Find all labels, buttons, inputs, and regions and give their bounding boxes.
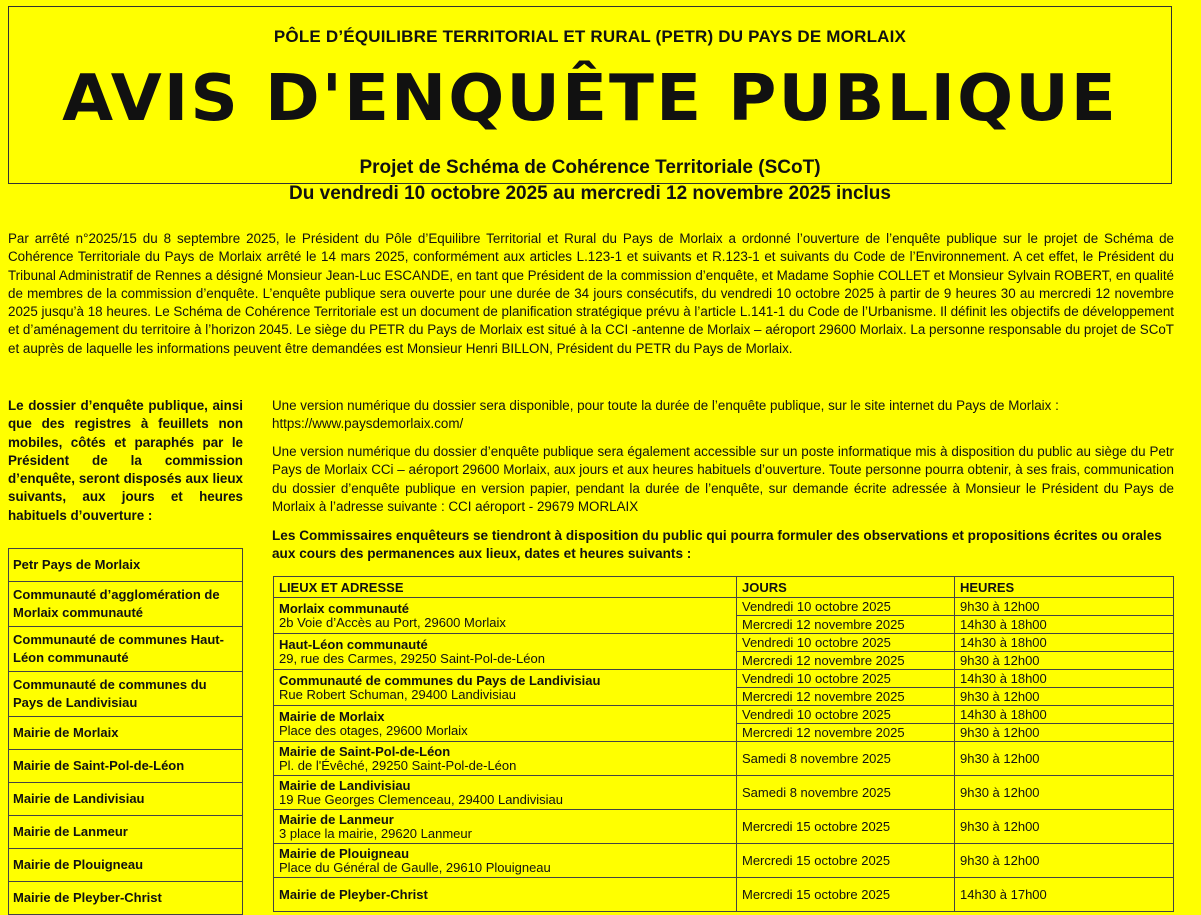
place-row [9,672,243,717]
location-name: Mairie de Plouigneau [279,845,410,861]
day-cell: Mercredi 15 octobre 2025 [737,810,955,844]
permanences-intro: Les Commissaires enquêteurs se tiendront à disposition du public qui pourra formuler des observations et propositions écrites ou orales aux cours des permanences aux lieux, dates et heures suivants : [272,528,1162,562]
place-row [9,717,243,750]
schedule-row [274,810,1174,844]
location-address: 19 Rue Georges Clemenceau, 29400 Landivisiau [279,791,564,807]
schedule-row [274,776,1174,810]
place-name: Communauté de communes Haut-Léon communauté [9,627,243,672]
day-cell: Mercredi 15 octobre 2025 [737,878,955,912]
schedule-row [274,742,1174,776]
digital-version-paragraph: Une version numérique du dossier sera disponible, pour toute la durée de l’enquête publique, sur le site internet du Pays de Morlaix : https://www.paysdemorlaix.com/ [272,398,1059,432]
place-name: Mairie de Lanmeur [9,816,243,849]
location-name: Mairie de Pleyber-Christ [279,886,428,902]
location-cell [274,742,737,776]
hours-cell: 14h30 à 18h00 [955,616,1174,634]
place-row [9,582,243,627]
location-address: Pl. de l'Évêché, 29250 Saint-Pol-de-Léon [279,757,517,773]
day-cell: Mercredi 12 novembre 2025 [737,616,955,634]
place-name: Petr Pays de Morlaix [9,549,243,582]
place-row [9,627,243,672]
location-cell [274,598,737,634]
location-name: Mairie de Morlaix [279,708,385,724]
place-row [9,783,243,816]
notice-title: AVIS D'ENQUÊTE PUBLIQUE [62,62,1118,136]
location-name: Mairie de Lanmeur [279,811,394,827]
location-cell [274,776,737,810]
schedule-row [274,878,1174,912]
location-name: Morlaix communauté [279,600,410,616]
day-cell: Vendredi 10 octobre 2025 [737,634,955,652]
place-row [9,882,243,915]
location-address: 29, rue des Carmes, 29250 Saint-Pol-de-Léon [279,650,545,666]
col-header-places: LIEUX ET ADRESSE [274,577,737,598]
hours-cell: 9h30 à 12h00 [955,742,1174,776]
place-row [9,816,243,849]
date-range-subtitle: Du vendredi 10 octobre 2025 au mercredi 12 novembre 2025 inclus [289,183,891,204]
place-name: Mairie de Landivisiau [9,783,243,816]
location-cell [274,634,737,670]
location-address: 3 place la mairie, 29620 Lanmeur [279,825,472,841]
day-cell: Mercredi 12 novembre 2025 [737,724,955,742]
hours-cell: 9h30 à 12h00 [955,652,1174,670]
hours-cell: 9h30 à 12h00 [955,724,1174,742]
header-box [8,6,1172,204]
day-cell: Mercredi 12 novembre 2025 [737,652,955,670]
place-name: Mairie de Saint-Pol-de-Léon [9,750,243,783]
hours-cell: 9h30 à 12h00 [955,598,1174,616]
places-list [8,548,243,915]
hours-cell: 9h30 à 12h00 [955,810,1174,844]
hours-cell: 14h30 à 18h00 [955,634,1174,652]
project-subtitle: Projet de Schéma de Cohérence Territoriale (SCoT) [359,157,821,178]
day-cell: Mercredi 15 octobre 2025 [737,844,955,878]
hours-cell: 9h30 à 12h00 [955,844,1174,878]
location-cell [274,670,737,706]
hours-cell: 14h30 à 18h00 [955,670,1174,688]
hours-cell: 9h30 à 12h00 [955,688,1174,706]
day-cell: Vendredi 10 octobre 2025 [737,598,955,616]
terminal-access-paragraph: Une version numérique du dossier d’enquête publique sera également accessible sur un poste informatique mis à disposition du public au siège du Petr Pays de Morlaix CCi – aéroport 29600 Morlaix, aux jours et aux heures habituels d’ouverture. Toute personne pourra obtenir, à ses frais, communication du dossier d’enquête publique en version papier, pendant la durée de l’enquête, sur demande écrite adressée à Monsieur le Président du Pays de Morlaix à l’adresse suivante : CCI aéroport - 29679 MORLAIX [272,444,1174,514]
place-name: Mairie de Plouigneau [9,849,243,882]
dossier-location-note: Le dossier d’enquête publique, ainsi que des registres à feuillets non mobiles, côtés et paraphés par le Président de la commission d’enquête, seront disposés aux lieux suivants, aux jours et heures habituels d’ouverture : [8,398,243,523]
day-cell: Mercredi 12 novembre 2025 [737,688,955,706]
place-row [9,849,243,882]
place-name: Communauté d’agglomération de Morlaix communauté [9,582,243,627]
schedule-row [274,670,1174,688]
location-cell [274,878,737,912]
day-cell: Vendredi 10 octobre 2025 [737,670,955,688]
place-name: Mairie de Morlaix [9,717,243,750]
place-row [9,750,243,783]
day-cell: Samedi 8 novembre 2025 [737,742,955,776]
location-address: Place du Général de Gaulle, 29610 Plouigneau [279,859,551,875]
location-name: Mairie de Saint-Pol-de-Léon [279,743,451,759]
schedule-row [274,634,1174,652]
location-cell [274,706,737,742]
schedule-row [274,598,1174,616]
hours-cell: 14h30 à 17h00 [955,878,1174,912]
schedule-row [274,844,1174,878]
schedule-header-row [274,577,1174,598]
location-cell [274,844,737,878]
place-row [9,549,243,582]
schedule-row [274,706,1174,724]
location-name: Haut-Léon communauté [279,636,428,652]
day-cell: Samedi 8 novembre 2025 [737,776,955,810]
location-name: Communauté de communes du Pays de Landivisiau [279,672,601,688]
location-name: Mairie de Landivisiau [279,777,411,793]
organization-name: PÔLE D’ÉQUILIBRE TERRITORIAL ET RURAL (PETR) DU PAYS DE MORLAIX [273,27,907,46]
day-cell: Vendredi 10 octobre 2025 [737,706,955,724]
schedule-table [273,576,1174,912]
location-cell [274,810,737,844]
place-name: Mairie de Pleyber-Christ [9,882,243,915]
hours-cell: 14h30 à 18h00 [955,706,1174,724]
col-header-hours: HEURES [955,577,1174,598]
hours-cell: 9h30 à 12h00 [955,776,1174,810]
place-name: Communauté de communes du Pays de Landivisiau [9,672,243,717]
col-header-days: JOURS [737,577,955,598]
location-address: Rue Robert Schuman, 29400 Landivisiau [279,686,517,702]
intro-paragraph: Par arrêté n°2025/15 du 8 septembre 2025, le Président du Pôle d’Equilibre Territorial et Rural du Pays de Morlaix a ordonné l’ouverture de l’enquête publique sur le projet de Schéma de Cohérence Territoriale du Pays de Morlaix arrêté le 14 mars 2025, conformément aux articles L.123-1 et suivants et R.123-1 et suivants du Code de l’Environnement. A cet effet, le Président du Tribunal Administratif de Rennes a désigné Monsieur Jean-Luc ESCANDE, en tant que Président de la commission d’enquête, et Madame Sophie COLLET et Monsieur Sylvain ROBERT, en qualité de membres de la commission d’enquête. L’enquête publique sera ouverte pour une durée de 34 jours consécutifs, du vendredi 10 octobre 2025 à partir de 9 heures 30 au mercredi 12 novembre 2025 jusqu’à 18 heures. Le Schéma de Cohérence Territoriale est un document de planification stratégique prévu à l’article L.141-1 du Code de l’Urbanisme. Il définit les objectifs de développement et d’aménagement du territoire à l’horizon 2045. Le siège du PETR du Pays de Morlaix est situé à la CCI -antenne de Morlaix – aéroport 29600 Morlaix. La personne responsable du projet de SCoT et auprès de laquelle les informations peuvent être demandées est Monsieur Henri BILLON, Président du PETR du Pays de Morlaix. [8,231,1174,356]
location-address: 2b Voie d’Accès au Port, 29600 Morlaix [279,614,506,630]
location-address: Place des otages, 29600 Morlaix [279,722,468,738]
